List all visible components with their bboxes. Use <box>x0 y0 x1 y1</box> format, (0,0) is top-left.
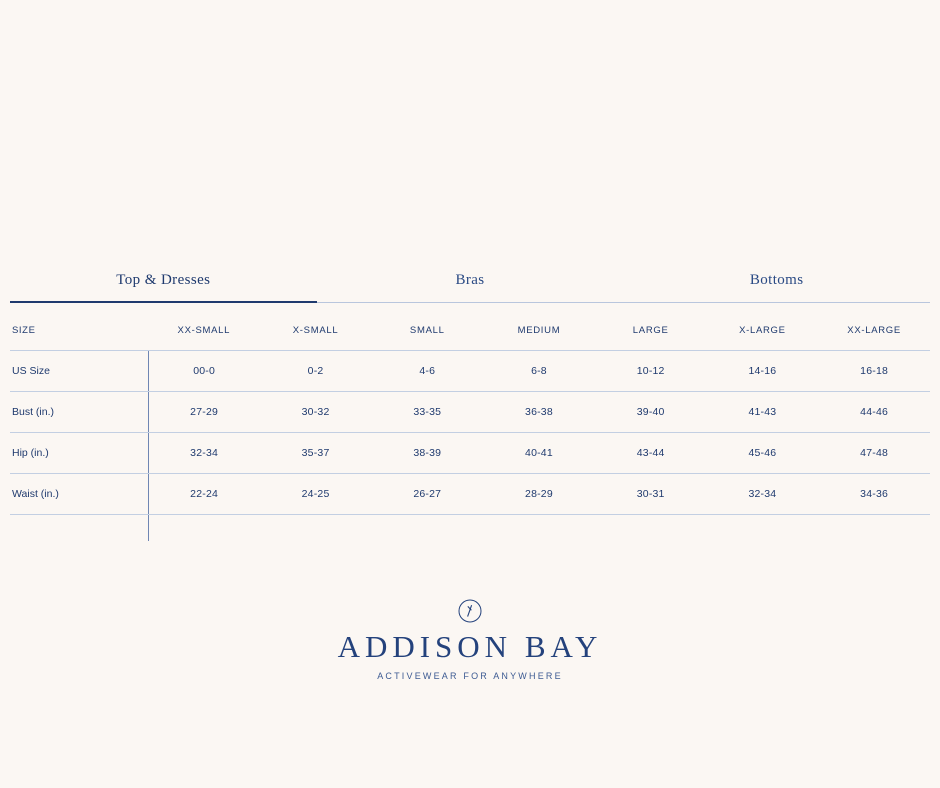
cell-waist-xx-small: 22-24 <box>148 474 260 515</box>
column-header-xx-large: XX-LARGE <box>818 310 930 351</box>
row-label-hip: Hip (in.) <box>10 433 148 474</box>
tab-top-and-dresses[interactable]: Top & Dresses <box>10 272 317 303</box>
spacer-cell <box>371 515 483 542</box>
cell-hip-medium: 40-41 <box>483 433 595 474</box>
cell-bust-x-small: 30-32 <box>260 392 372 433</box>
brand-tagline: ACTIVEWEAR FOR ANYWHERE <box>377 671 563 682</box>
cell-us-size-x-small: 0-2 <box>260 351 372 392</box>
spacer-cell <box>483 515 595 542</box>
category-tabs <box>10 272 930 303</box>
cell-us-size-x-large: 14-16 <box>707 351 819 392</box>
column-header-x-small: X-SMALL <box>260 310 372 351</box>
cell-waist-x-small: 24-25 <box>260 474 372 515</box>
size-chart-table <box>10 310 930 541</box>
row-label-spacer <box>10 515 148 542</box>
cell-us-size-xx-small: 00-0 <box>148 351 260 392</box>
cell-bust-medium: 36-38 <box>483 392 595 433</box>
table-header <box>10 310 930 351</box>
cell-waist-x-large: 32-34 <box>707 474 819 515</box>
tab-bras[interactable]: Bras <box>317 272 624 303</box>
cell-us-size-xx-large: 16-18 <box>818 351 930 392</box>
cell-hip-x-large: 45-46 <box>707 433 819 474</box>
row-label-bust: Bust (in.) <box>10 392 148 433</box>
tab-bottoms[interactable]: Bottoms <box>623 272 930 303</box>
spacer-cell <box>707 515 819 542</box>
table-row <box>10 392 930 433</box>
row-label-us-size: US Size <box>10 351 148 392</box>
cell-hip-x-small: 35-37 <box>260 433 372 474</box>
cell-bust-small: 33-35 <box>371 392 483 433</box>
cell-us-size-medium: 6-8 <box>483 351 595 392</box>
spacer-cell <box>148 515 260 542</box>
brand-name: ADDISON BAY <box>337 629 603 664</box>
table-row <box>10 474 930 515</box>
spacer-cell <box>818 515 930 542</box>
column-header-xx-small: XX-SMALL <box>148 310 260 351</box>
cell-us-size-large: 10-12 <box>595 351 707 392</box>
column-header-large: LARGE <box>595 310 707 351</box>
cell-waist-medium: 28-29 <box>483 474 595 515</box>
table-spacer-row <box>10 515 930 542</box>
cell-waist-large: 30-31 <box>595 474 707 515</box>
table-header-row <box>10 310 930 351</box>
cell-hip-xx-small: 32-34 <box>148 433 260 474</box>
cell-us-size-small: 4-6 <box>371 351 483 392</box>
table-corner-label: SIZE <box>10 310 148 351</box>
cell-waist-xx-large: 34-36 <box>818 474 930 515</box>
cell-hip-large: 43-44 <box>595 433 707 474</box>
table-row <box>10 351 930 392</box>
cell-bust-xx-small: 27-29 <box>148 392 260 433</box>
cell-hip-xx-large: 47-48 <box>818 433 930 474</box>
table-row <box>10 433 930 474</box>
column-header-medium: MEDIUM <box>483 310 595 351</box>
brand-footer <box>0 598 940 681</box>
column-header-x-large: X-LARGE <box>707 310 819 351</box>
table-body <box>10 351 930 542</box>
column-header-small: SMALL <box>371 310 483 351</box>
row-label-waist: Waist (in.) <box>10 474 148 515</box>
cell-waist-small: 26-27 <box>371 474 483 515</box>
cell-bust-x-large: 41-43 <box>707 392 819 433</box>
cell-bust-xx-large: 44-46 <box>818 392 930 433</box>
spacer-cell <box>260 515 372 542</box>
spacer-cell <box>595 515 707 542</box>
circle-monogram-icon <box>457 598 483 624</box>
cell-bust-large: 39-40 <box>595 392 707 433</box>
cell-hip-small: 38-39 <box>371 433 483 474</box>
